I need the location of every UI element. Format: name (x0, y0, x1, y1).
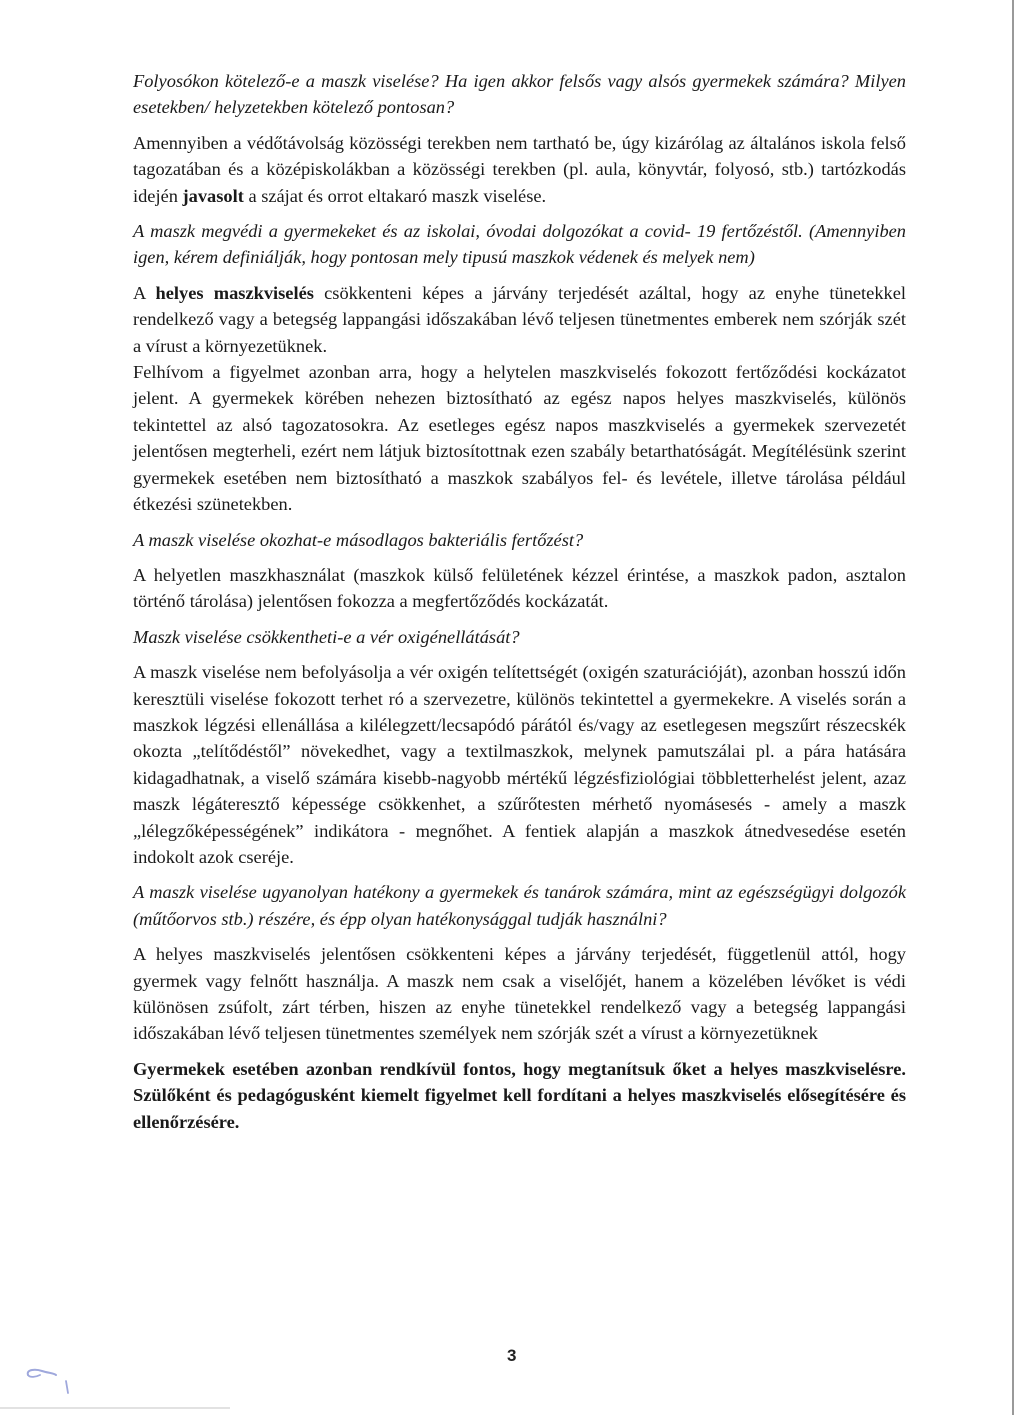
answer-text: A (133, 282, 156, 303)
answer-text: a szájat és orrot eltakaró maszk viselése. (243, 185, 547, 206)
answer-effectiveness: A helyes maszkviselés jelentősen csökkenteni képes a járvány terjedését, függetlenül attól, hogy gyermek vagy felnőtt használja. A maszk nem csak a viselőjét, hanem a közelében lévőket is védi különösen zsúfolt, zárt térben, hiszen az enyhe tünetekkel rendelkező vagy a betegség lappangási időszakában lévő teljesen tünetmentes személyek nem szórják szét a vírust a környezetüknek (133, 944, 906, 1044)
question-mask-protection: A maszk megvédi a gyermekeket és az iskolai, óvodai dolgozókat a covid- 19 fertőzéstől. (Amennyiben igen, kérem definiálják, hogy pontosan mely tipusú maszkok védenek és melyek nem) (133, 221, 906, 268)
emphasis-correct-mask-wearing: helyes maszkviselés (155, 282, 314, 303)
closing-statement: Gyermekek esetében azonban rendkívül fontos, hogy megtanítsuk őket a helyes maszkviselésre. Szülőként és pedagógusként kiemelt figyelmet kell fordítani a helyes maszkviselés elősegítésére és ellenőrzésére. (133, 1058, 906, 1132)
question-bacterial-infection: A maszk viselése okozhat-e másodlagos bakteriális fertőzést? (133, 529, 584, 550)
page-bottom-edge (0, 1407, 230, 1409)
answer-text: csökkenteni képes a járvány terjedését azáltal, hogy az enyhe tünetekkel rendelkező vagy a betegség lappangási időszakában lévő teljesen tünetmentes emberek nem szórják szét a vírust a környezetüknek. (133, 282, 906, 356)
question-effectiveness: A maszk viselése ugyanolyan hatékony a gyermekek és tanárok számára, mint az egészségügyi dolgozók (műtőorvos stb.) részére, és épp olyan hatékonysággal tudják használni? (133, 882, 906, 929)
question-corridor-mask: Folyosókon kötelező-e a maszk viselése? Ha igen akkor felsős vagy alsós gyermekek számára? Milyen esetekben/ helyzetekben kötelező pontosan? (133, 71, 906, 118)
question-blood-oxygen: Maszk viselése csökkentheti-e a vér oxigénellátását? (133, 626, 520, 647)
handwritten-mark-icon (22, 1365, 82, 1405)
emphasis-recommended: javasolt (182, 185, 244, 206)
page-edge-shadow (1012, 0, 1014, 1415)
answer-mask-protection (133, 280, 906, 359)
document-body (133, 68, 906, 1144)
answer-blood-oxygen: A maszk viselése nem befolyásolja a vér oxigén telítettségét (oxigén szaturációját), azonban hosszú időn keresztüli viselése fokozott terhet ró a szervezetre, különös tekintettel a gyermekekre. A viselés során a maszkok légzési ellenállása a kilélegzett/lecsapódó párától és/vagy az esetlegesen megszűrt részecskék okozta „telítődéstől” növekedhet, vagy a textilmaszkok, melynek pamutszálai pl. a pára hatására kidagadhatnak, a viselő számára kisebb-nagyobb mértékű légzésfiziológiai többletterhelést jelent, azaz maszk légáteresztő képessége csökkenhet, a szűrőtesten mérhető nyomásesés - amely a maszk „lélegzőképességének” indikátora - megnőhet. A fentiek alapján a maszkok átnedvesedése esetén indokolt azok cseréje. (133, 662, 906, 867)
answer-corridor-mask (133, 130, 906, 209)
answer-bacterial-infection: A helyetlen maszkhasználat (maszkok külső felületének kézzel érintése, a maszkok padon, asztalon történő tárolása) jelentősen fokozza a megfertőződés kockázatát. (133, 564, 906, 612)
answer-mask-protection-continued: Felhívom a figyelmet azonban arra, hogy a helytelen maszkviselés fokozott fertőződési kockázatot jelent. A gyermekek körében nehezen biztosítható az egész napos helyes maszkviselés, különös tekintettel az alsó tagozatosokra. Az esetleges egész napos maszkviselés a gyermekek szervezetét jelentősen megterheli, ezért nem látjuk biztosítottnak ezen szabály betarthatóságát. Megítélésünk szerint gyermekek esetében nem biztosítható a maszkok szabályos fel- és levétele, illetve tárolása például étkezési szünetekben. (133, 362, 906, 515)
answer-text: Amennyiben a védőtávolság közösségi terekben nem tartható be, úgy kizárólag az általános iskola felső tagozatában és a középiskolákban a közösségi terekben (pl. aula, könyvtár, folyosó, stb.) tartózkodás idején (133, 132, 906, 206)
page-number: 3 (507, 1346, 517, 1365)
